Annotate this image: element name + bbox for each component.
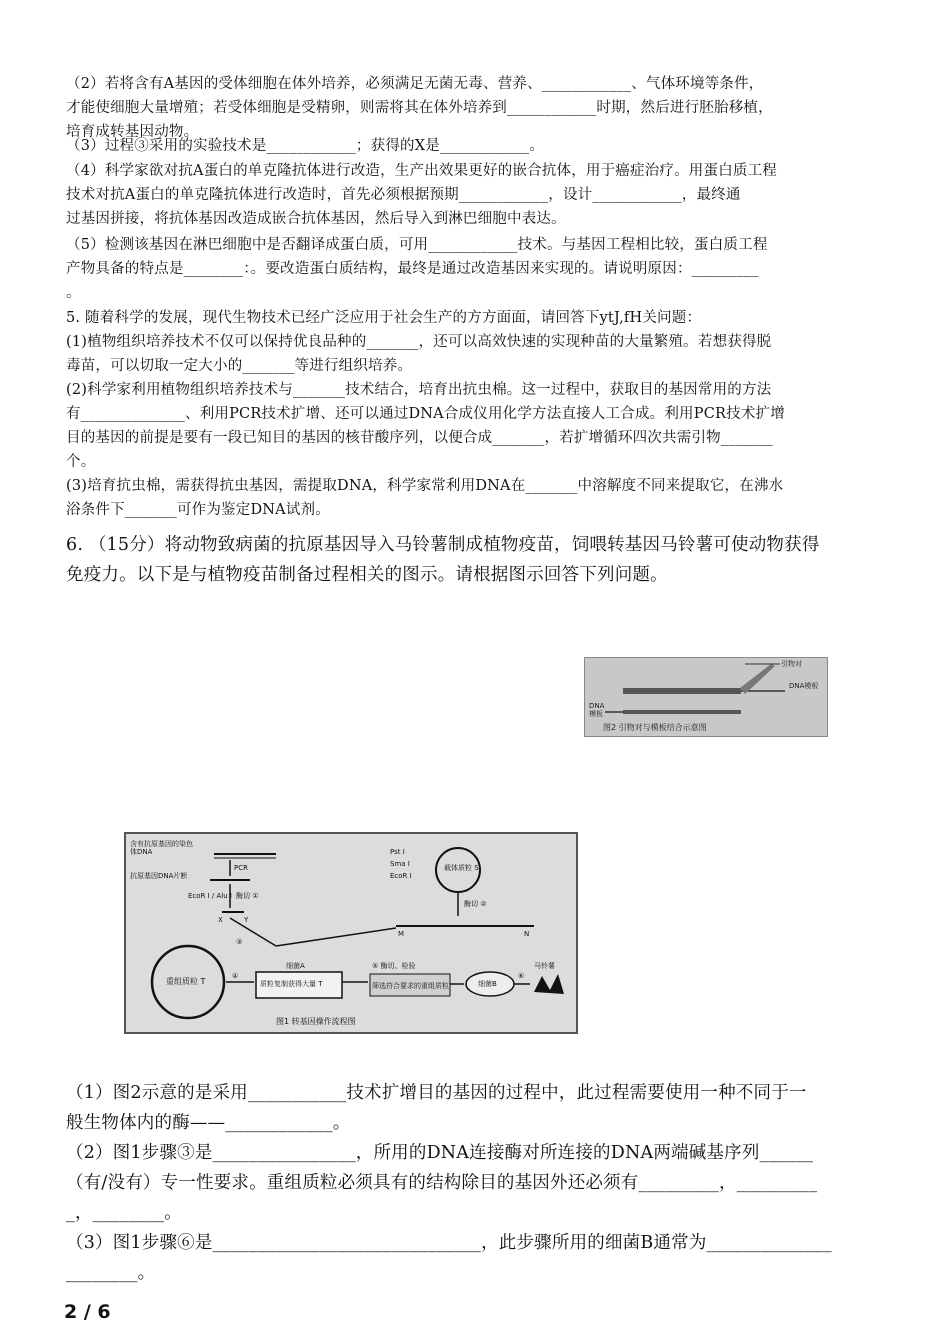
figure-2-label-template-right: DNA模板: [789, 682, 819, 690]
figure-1-label-ecori-alui: EcoR I / Alu I: [188, 892, 232, 900]
figure-1-label-x: X: [218, 916, 223, 924]
figure-2-label-primer: 引物对: [781, 660, 802, 668]
figure-1-label-step6: ⑥: [518, 972, 525, 980]
figure-1-label-n: N: [524, 930, 530, 938]
q6-s3-line2: ________。: [66, 1263, 156, 1283]
q6-s2-line3: _，________。: [66, 1203, 182, 1223]
figure-1-label-vector: 载体质粒 S: [444, 864, 479, 872]
q5-s2-line3: 目的基因的前提是要有一段已知目的基因的核苷酸序列，以便合成_______，若扩增循环四次共需引物_______: [66, 430, 773, 446]
q4-sub4-line3: 过基因拼接，将抗体基因改造成嵌合抗体基因，然后导入到淋巴细胞中表达。: [66, 211, 566, 227]
q4-sub2-line1: （2）若将含有A基因的受体细胞在体外培养，必须满足无菌无毒、营养、____________、气体环境等条件，: [66, 76, 764, 92]
q4-sub5-line2: 产物具备的特点是________：。要改造蛋白质结构，最终是通过改造基因来实现的。请说明原因：_________: [66, 261, 759, 277]
figure-1-label-pst: Pst I: [390, 848, 405, 856]
figure-1-label-pcr: PCR: [234, 864, 248, 872]
figure-1-drawing: [126, 834, 576, 1032]
q6-questions: [66, 1078, 886, 1288]
q5-s2-line4: 个。: [66, 454, 96, 470]
figure-2-label-template-left: DNA模板: [589, 702, 605, 718]
q5-intro: 5. 随着科学的发展，现代生物技术已经广泛应用于社会生产的方方面面，请回答下ytJ,fH关问题：: [66, 310, 702, 326]
q4-sub2-line3: 培育成转基因动物。: [66, 124, 199, 140]
figure-1-label-y: Y: [244, 916, 249, 924]
q4-sub5-line3: 。: [66, 285, 81, 301]
figure-1-label-antigen-fragment: 抗原基因DNA片断: [130, 872, 188, 880]
q5-s1-line1: (1)植物组织培养技术不仅可以保持优良品种的_______，还可以高效快速的实现种苗的大量繁殖。若想获得脱: [66, 334, 772, 350]
q6-s2-line1: （2）图1步骤③是________________，所用的DNA连接酶对所连接的DNA两端碱基序列______: [66, 1143, 814, 1163]
figure-2-caption: 图2 引物对与模板结合示意图: [603, 723, 707, 732]
q4-sub4: [66, 159, 886, 231]
template-strand-bottom: [623, 710, 741, 714]
q5-s3-line2: 浴条件下_______可作为鉴定DNA试剂。: [66, 502, 330, 518]
ligation-line-1: [276, 928, 396, 946]
q4-sub5: [66, 233, 886, 305]
q6-s3-line1: （3）图1步骤⑥是______________________________，此步骤所用的细菌B通常为______________: [66, 1233, 832, 1253]
figure-1-label-chromosome-dna: 含有抗原基因的染色体DNA: [130, 840, 193, 856]
q6-s2-line2: （有/没有）专一性要求。重组质粒必须具有的结构除目的基因外还必须有_________，_________: [66, 1173, 818, 1193]
q4-sub5-line1: （5）检测该基因在淋巴细胞中是否翻译成蛋白质，可用____________技术。与基因工程相比较，蛋白质工程: [66, 237, 768, 253]
page-number: 2 / 6: [64, 1301, 111, 1323]
q5-s1-line2: 毒苗，可以切取一定大小的_______等进行组织培养。: [66, 358, 413, 374]
figure-1-label-recombinant: 重组质粒 T: [166, 977, 206, 986]
q5-s3-line1: (3)培育抗虫棉，需获得抗虫基因，需提取DNA，科学家常利用DNA在_______中溶解度不同来提取它，在沸水: [66, 478, 784, 494]
figure-1-label-screen: 筛选符合要求的重组质粒: [372, 982, 449, 990]
q6-s1-line2: 般生物体内的酶——____________。: [66, 1113, 351, 1133]
figure-1-label-sma: Sma I: [390, 860, 410, 868]
q6-intro-line2: 免疫力。以下是与植物疫苗制备过程相关的图示。请根据图示回答下列问题。: [66, 565, 668, 585]
primer-strand-top: [623, 688, 741, 694]
figure-1-label-step5: ⑤ 酶切、检验: [372, 962, 416, 970]
q4-sub2-line2: 才能使细胞大量增殖；若受体细胞是受精卵，则需将其在体外培养到____________时期，然后进行胚胎移植，: [66, 100, 773, 116]
figure-1-label-replicate: 质粒复制获得大量 T: [260, 980, 323, 988]
figure-1-label-bacteria-b: 细菌B: [478, 980, 497, 988]
figure-1-label-potato: 马铃薯: [534, 962, 555, 970]
figure-2: [584, 657, 828, 737]
figure-1-caption: 图1 转基因操作流程图: [276, 1017, 356, 1026]
q4-sub3: （3）过程③采用的实验技术是____________；获得的X是____________。: [66, 138, 545, 154]
q4-sub4-line2: 技术对抗A蛋白的单克隆抗体进行改造时，首先必须根据预期____________，设计____________，最终通: [66, 187, 741, 203]
q5-s2-line1: (2)科学家利用植物组织培养技术与_______技术结合，培育出抗虫棉。这一过程中，获取目的基因常用的方法: [66, 382, 772, 398]
q4-sub4-line1: （4）科学家欲对抗A蛋白的单克隆抗体进行改造，生产出效果更好的嵌合抗体，用于癌症治疗。用蛋白质工程: [66, 163, 777, 179]
figure-1-label-bacteria-a: 细菌A: [286, 962, 305, 970]
q6-s1-line1: （1）图2示意的是采用___________技术扩增目的基因的过程中，此过程需要使用一种不同于一: [66, 1083, 807, 1103]
potato-plant-shape: [534, 974, 564, 994]
figure-1-label-cut2: 酶切 ②: [464, 900, 487, 908]
primer-arrow: [740, 664, 775, 694]
figure-1-label-ecori: EcoR I: [390, 872, 412, 880]
q5-s2-line2: 有______________、利用PCR技术扩增、还可以通过DNA合成仪用化学方法直接人工合成。利用PCR技术扩增: [66, 406, 785, 422]
q5: [66, 306, 886, 522]
figure-1-label-step4: ④: [232, 972, 239, 980]
figure-1-label-m: M: [398, 930, 405, 938]
figure-1: [124, 832, 578, 1034]
q6-intro-line1: 6. （15分）将动物致病菌的抗原基因导入马铃薯制成植物疫苗，饲喂转基因马铃薯可使动物获得: [66, 535, 820, 555]
figure-1-label-step3: ③: [236, 938, 243, 946]
q6-intro: [66, 530, 886, 590]
figure-1-label-cut1: 酶切 ①: [236, 892, 259, 900]
